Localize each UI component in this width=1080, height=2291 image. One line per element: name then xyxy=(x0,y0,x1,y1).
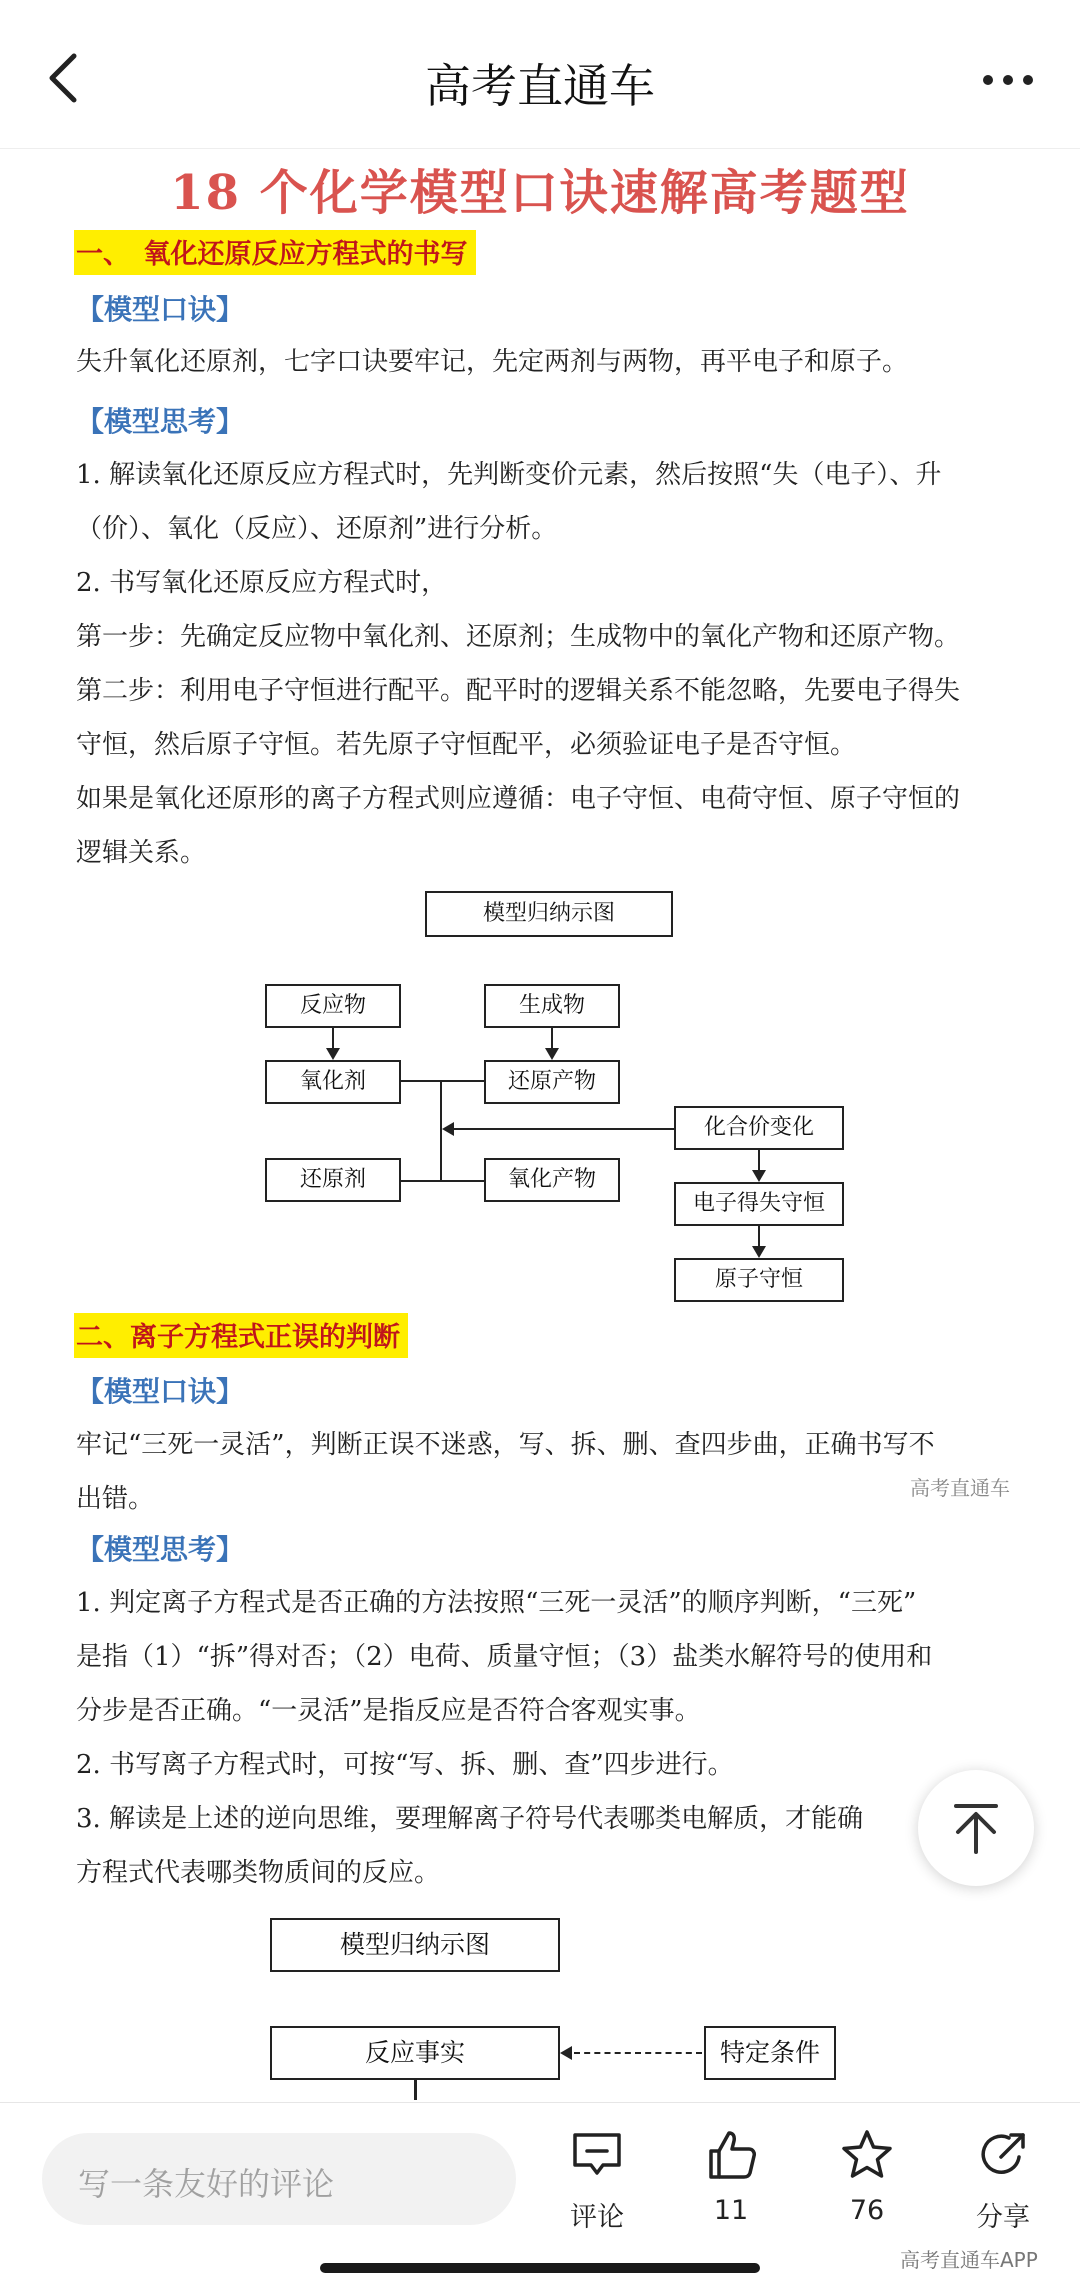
box-specific-condition: 特定条件 xyxy=(704,2026,836,2080)
paragraph: （价）、氧化（反应）、还原剂”进行分析。 xyxy=(76,514,558,544)
connector-line xyxy=(401,1180,484,1182)
connector-line xyxy=(332,1028,334,1050)
tag-mnemonic-2: 【模型口诀】 xyxy=(76,1375,245,1408)
paragraph: 逻辑关系。 xyxy=(76,838,207,868)
connector-line xyxy=(454,1128,674,1130)
page-title: 高考直通车 xyxy=(425,59,655,113)
paragraph: 2. 书写氧化还原反应方程式时， xyxy=(76,568,448,598)
connector-line xyxy=(441,1080,484,1082)
more-options-button[interactable] xyxy=(978,60,1038,100)
connector-line xyxy=(414,2080,417,2100)
paragraph: 分步是否正确。“一灵活”是指反应是否符合客观实事。 xyxy=(76,1696,701,1726)
paragraph: 3. 解读是上述的逆向思维，要理解离子符号代表哪类电解质，才能确 xyxy=(76,1804,864,1834)
brand-watermark: 高考直通车APP xyxy=(900,2248,1038,2272)
paragraph: 第一步：先确定反应物中氧化剂、还原剂；生成物中的氧化产物和还原产物。 xyxy=(76,622,961,652)
tag-mnemonic-1: 【模型口诀】 xyxy=(76,293,245,326)
paragraph: 1. 解读氧化还原反应方程式时，先判断变价元素，然后按照“失（电子）、升 xyxy=(76,460,942,490)
watermark-text: 高考直通车 xyxy=(910,1476,1010,1500)
section-heading-2: 二、离子方程式正误的判断 xyxy=(74,1313,408,1358)
comment-placeholder: 写一条友好的评论 xyxy=(78,2165,335,2203)
top-navigation-bar xyxy=(0,0,1080,149)
box-valence-change: 化合价变化 xyxy=(674,1106,844,1150)
comment-button[interactable] xyxy=(542,2127,652,2267)
paragraph: 守恒，然后原子守恒。若先原子守恒配平，必须验证电子是否守恒。 xyxy=(76,730,857,760)
comment-label: 评论 xyxy=(570,2202,624,2233)
mnemonic-text-1: 失升氧化还原剂，七字口诀要牢记，先定两剂与两物，再平电子和原子。 xyxy=(76,347,909,377)
arrow-down xyxy=(752,1246,766,1258)
dashed-connector xyxy=(574,2052,702,2054)
box-atom-conservation: 原子守恒 xyxy=(674,1258,844,1302)
arrow-left xyxy=(560,2046,572,2060)
tag-thinking-1: 【模型思考】 xyxy=(76,405,245,438)
share-icon xyxy=(975,2127,1031,2183)
box-reductant: 还原剂 xyxy=(265,1158,401,1202)
diagram-title-2: 模型归纳示图 xyxy=(270,1918,560,1972)
paragraph: 方程式代表哪类物质间的反应。 xyxy=(76,1858,441,1888)
thumbs-up-icon xyxy=(703,2127,759,2183)
paragraph: 2. 书写离子方程式时，可按“写、拆、删、查”四步进行。 xyxy=(76,1750,734,1780)
arrow-left xyxy=(442,1122,454,1136)
connector-line xyxy=(440,1080,442,1182)
like-count: 11 xyxy=(713,2195,749,2226)
arrow-up-icon xyxy=(918,1770,1034,1886)
back-to-top-button[interactable] xyxy=(918,1770,1034,1886)
paragraph: 第二步：利用电子守恒进行配平。配平时的逻辑关系不能忽略，先要电子得失 xyxy=(76,676,961,706)
arrow-down xyxy=(545,1048,559,1060)
tag-thinking-2: 【模型思考】 xyxy=(76,1533,245,1566)
box-oxidation-product: 氧化产物 xyxy=(484,1158,620,1202)
arrow-down xyxy=(326,1048,340,1060)
box-reduction-product: 还原产物 xyxy=(484,1060,620,1104)
star-icon xyxy=(839,2127,895,2183)
comment-icon xyxy=(569,2127,625,2183)
box-reaction-fact: 反应事实 xyxy=(270,2026,560,2080)
connector-line xyxy=(758,1150,760,1172)
connector-line xyxy=(758,1226,760,1248)
comment-input[interactable] xyxy=(42,2133,516,2225)
connector-line xyxy=(401,1080,441,1082)
box-electron-conservation: 电子得失守恒 xyxy=(674,1182,844,1226)
connector-line xyxy=(551,1028,553,1050)
paragraph: 是指（1）“拆”得对否；（2）电荷、质量守恒；（3）盐类水解符号的使用和 xyxy=(76,1642,933,1672)
favorite-count: 76 xyxy=(849,2195,885,2226)
more-dots-icon xyxy=(978,60,1038,100)
arrow-down xyxy=(752,1170,766,1182)
box-reactant: 反应物 xyxy=(265,984,401,1028)
section-heading-1: 一、 氧化还原反应方程式的书写 xyxy=(74,230,476,275)
box-oxidant: 氧化剂 xyxy=(265,1060,401,1104)
mnemonic-text-2: 出错。 xyxy=(76,1484,155,1514)
paragraph: 1. 判定离子方程式是否正确的方法按照“三死一灵活”的顺序判断，“三死” xyxy=(76,1588,917,1618)
article-title: 18 个化学模型口诀速解高考题型 xyxy=(170,165,910,221)
paragraph: 如果是氧化还原形的离子方程式则应遵循：电子守恒、电荷守恒、原子守恒的 xyxy=(76,784,961,814)
like-button[interactable] xyxy=(676,2127,786,2267)
mnemonic-text-2: 牢记“三死一灵活”，判断正误不迷惑，写、拆、删、查四步曲，正确书写不 xyxy=(76,1430,935,1460)
box-product: 生成物 xyxy=(484,984,620,1028)
share-label: 分享 xyxy=(976,2202,1030,2233)
home-indicator[interactable] xyxy=(320,2263,760,2273)
diagram-title: 模型归纳示图 xyxy=(425,891,673,937)
